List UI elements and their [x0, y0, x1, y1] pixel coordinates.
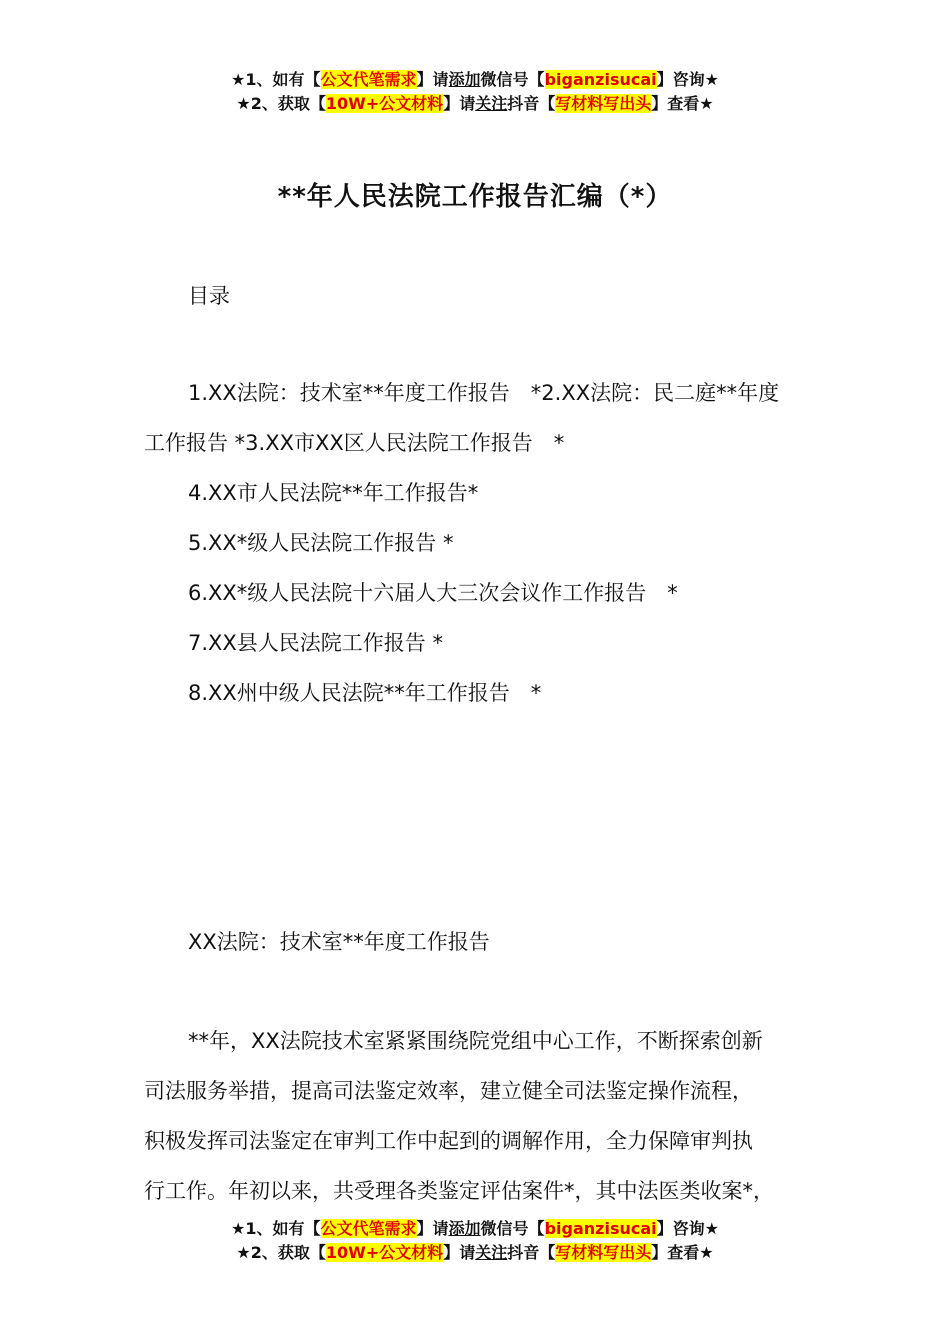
highlight-text: 公文代笔需求 — [320, 70, 417, 89]
highlight-text: 10W+公文材料 — [325, 1243, 444, 1262]
banner-line-2 — [0, 1241, 950, 1265]
table-of-contents — [144, 368, 814, 718]
section-heading: XX法院：技术室**年度工作报告 — [188, 930, 490, 954]
highlight-text: 公文代笔需求 — [320, 1219, 417, 1238]
underlined-text: 关注 — [475, 1243, 508, 1262]
toc-line: 4.XX市人民法院**年工作报告* — [188, 481, 479, 505]
document-title: **年人民法院工作报告汇编（*） — [277, 182, 673, 212]
banner-text: ★2、获取【 — [236, 94, 326, 113]
douyin-account: 写材料写出头 — [555, 94, 652, 113]
toc-line: 工作报告 *3.XX市XX区人民法院工作报告 * — [144, 431, 565, 455]
banner-text: 】咨询★ — [656, 1219, 719, 1238]
body-line: **年，XX法院技术室紧紧围绕院党组中心工作，不断探索创新 — [188, 1029, 763, 1053]
banner-text: 】查看★ — [651, 94, 714, 113]
banner-text: ★1、如有【 — [231, 1219, 321, 1238]
douyin-account: 写材料写出头 — [555, 1243, 652, 1262]
banner-text: 抖音【 — [507, 94, 556, 113]
banner-text: 】咨询★ — [656, 70, 719, 89]
toc-line: 1.XX法院：技术室**年度工作报告 *2.XX法院：民二庭**年度 — [188, 381, 780, 405]
banner-text: 】请 — [416, 70, 449, 89]
banner-text: 抖音【 — [507, 1243, 556, 1262]
bottom-banner — [0, 1217, 950, 1265]
banner-text: ★2、获取【 — [236, 1243, 326, 1262]
banner-text: ★1、如有【 — [231, 70, 321, 89]
banner-text: 】请 — [443, 1243, 476, 1262]
banner-line-1 — [0, 68, 950, 92]
body-line: 积极发挥司法鉴定在审判工作中起到的调解作用，全力保障审判执 — [144, 1129, 753, 1153]
banner-line-2 — [0, 92, 950, 116]
toc-heading: 目录 — [188, 284, 230, 308]
wechat-id: biganzisucai — [544, 70, 657, 89]
banner-text: 】查看★ — [651, 1243, 714, 1262]
banner-text: 】请 — [416, 1219, 449, 1238]
banner-text: 】请 — [443, 94, 476, 113]
banner-text: 微信号【 — [480, 1219, 545, 1238]
highlight-text: 10W+公文材料 — [325, 94, 444, 113]
wechat-id: biganzisucai — [544, 1219, 657, 1238]
underlined-text: 添加 — [448, 1219, 481, 1238]
toc-line: 6.XX*级人民法院十六届人大三次会议作工作报告 * — [188, 581, 678, 605]
banner-text: 微信号【 — [480, 70, 545, 89]
underlined-text: 关注 — [475, 94, 508, 113]
banner-line-1 — [0, 1217, 950, 1241]
toc-line: 7.XX县人民法院工作报告 * — [188, 631, 443, 655]
top-banner — [0, 68, 950, 116]
body-paragraph — [144, 1016, 824, 1216]
toc-line: 8.XX州中级人民法院**年工作报告 * — [188, 681, 542, 705]
underlined-text: 添加 — [448, 70, 481, 89]
toc-line: 5.XX*级人民法院工作报告 * — [188, 531, 454, 555]
body-line: 司法服务举措，提高司法鉴定效率，建立健全司法鉴定操作流程， — [144, 1079, 753, 1103]
body-line: 行工作。年初以来，共受理各类鉴定评估案件*，其中法医类收案*， — [144, 1179, 774, 1203]
